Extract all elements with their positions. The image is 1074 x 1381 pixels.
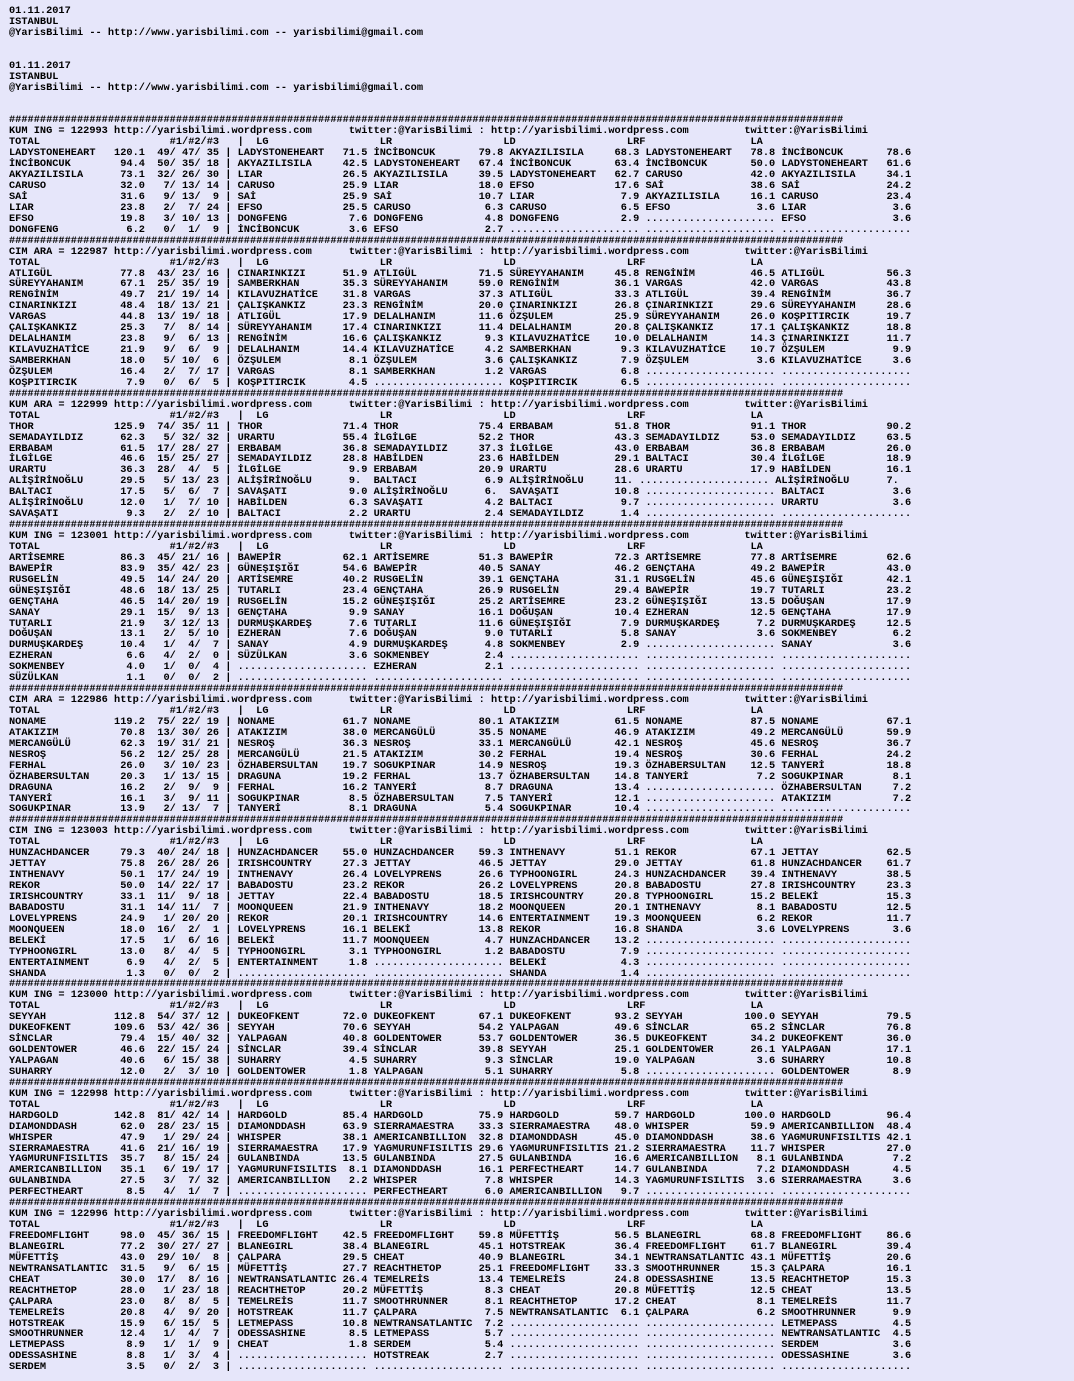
report-line: TOTAL #1/#2/#3 | LG LR LD LRF LA	[9, 836, 763, 849]
report-line: SMOOTHRUNNER 12.4 1/ 4/ 7 | ODESSASHINE 8.5 LETMEPASS 5.7 ..................... ..................... NEWTRANSATLANTIC 4.5	[9, 1328, 912, 1341]
header-line: @YarisBilimi -- http://www.yarisbilimi.com -- yarisbilimi@gmail.com	[9, 81, 424, 94]
report-line: ENTERTAINMENT 6.9 4/ 2/ 5 | ENTERTAINMENT 1.8 ..................... BELEKİ 4.3 ..................... .....................	[9, 956, 912, 969]
race-section	[9, 815, 1074, 979]
report-line: KUM ING = 122998 http://yarisbilimi.wordpress.com twitter:@YarisBilimi : http://yarisbilimi.wordpress.com twitter:@YarisBilimi	[9, 1087, 868, 1100]
report-line: İNCİBONCUK 94.4 50/ 35/ 18 | AKYAZILISILA 42.5 LADYSTONEHEART 67.4 İNCİBONCUK 63.4 İNCİBONCUK 50.0 LADYSTONEHEART 61.6	[9, 158, 912, 171]
report-line: DONGFENG 6.2 0/ 1/ 9 | İNCİBONCUK 3.6 EFSO 2.7 ..................... ..................... .....................	[9, 223, 912, 236]
report-line: #######################################################################################################################################	[9, 387, 844, 400]
report-line: TYPHOONGIRL 13.0 8/ 4/ 5 | TYPHOONGIRL 3.1 TYPHOONGIRL 1.2 BABADOSTU 7.9 ..................... .....................	[9, 945, 912, 958]
report-line: JETTAY 75.8 26/ 28/ 26 | IRISHCOUNTRY 27.3 JETTAY 46.5 JETTAY 29.0 JETTAY 61.8 HUNZACHDANCER 61.7	[9, 858, 912, 871]
report-line: NONAME 119.2 75/ 22/ 19 | NONAME 61.7 NONAME 80.1 ATAKIZIM 61.5 NONAME 87.5 NONAME 67.1	[9, 715, 912, 728]
report-line: DOĞUŞAN 13.1 2/ 5/ 10 | EZHERAN 7.6 DOĞUŞAN 9.0 TUTARLI 5.8 SANAY 3.6 SOKMENBEY 6.2	[9, 628, 912, 641]
report-line: PERFECTHEART 8.5 4/ 1/ 7 | ..................... PERFECTHEART 6.0 AMERICANBILLION 9.7 ..................... .....................	[9, 1186, 912, 1199]
report-line: SIERRAMAESTRA 41.6 21/ 16/ 19 | SIERRAMAESTRA 17.9 YAGMURUNFISILTIS 29.6 YAGMURUNFISILTIS 21.2 SIERRAMAESTRA 11.7 WHISPER 27.0	[9, 1142, 912, 1155]
report-line: HUNZACHDANCER 79.3 40/ 24/ 18 | HUNZACHDANCER 55.0 HUNZACHDANCER 59.3 INTHENAVY 51.1 REKOR 67.1 JETTAY 62.5	[9, 847, 912, 860]
header-line: 01.11.2017	[9, 59, 71, 72]
report-line: YALPAGAN 40.6 6/ 15/ 38 | SUHARRY 4.5 SUHARRY 9.3 SİNCLAR 19.0 YALPAGAN 3.6 SUHARRY 10.8	[9, 1055, 912, 1067]
report-line: DIAMONDDASH 62.0 28/ 23/ 15 | DIAMONDDASH 63.9 SIERRAMAESTRA 33.3 SIERRAMAESTRA 48.0 WHISPER 59.9 AMERICANBILLION 48.4	[9, 1120, 912, 1133]
report-line: #######################################################################################################################################	[9, 683, 844, 696]
header-line: @YarisBilimi -- http://www.yarisbilimi.com -- yarisbilimi@gmail.com	[9, 26, 424, 39]
report-line: DELALHANIM 23.8 9/ 6/ 13 | RENGİNİM 16.6 ÇALIŞKANKIZ 9.3 KILAVUZHATİCE 10.0 DELALHANIM 14.3 ÇINARINKIZI 11.7	[9, 333, 912, 346]
report-line: #######################################################################################################################################	[9, 814, 844, 827]
header-line: ISTANBUL	[9, 70, 59, 83]
report-line: ÇALIŞKANKIZ 25.3 7/ 8/ 14 | SÜREYYAHANIM 17.4 CINARINKIZI 11.4 DELALHANIM 20.8 ÇALIŞKANKIZ 17.1 ÇALIŞKANKIZ 18.8	[9, 322, 912, 335]
report-line: SAVAŞATI 9.3 2/ 2/ 10 | BALTACI 2.2 URARTU 2.4 SEMADAYILDIZ 1.4 ..................... .....................	[9, 508, 912, 521]
report-line: SEMADAYILDIZ 62.3 5/ 32/ 32 | URARTU 55.4 İLGİLGE 52.2 THOR 43.3 SEMADAYILDIZ 53.0 SEMADAYILDIZ 63.5	[9, 431, 912, 444]
report-line: IRISHCOUNTRY 33.1 11/ 9/ 18 | JETTAY 22.4 BABADOSTU 18.5 IRISHCOUNTRY 20.8 TYPHOONGIRL 15.2 BELEKİ 15.3	[9, 890, 912, 903]
report-line: RENGİNİM 49.7 21/ 19/ 14 | KILAVUZHATİCE 31.8 VARGAS 37.3 ATLIGÜL 33.3 ATLIGÜL 39.4 RENGİNİM 36.7	[9, 289, 912, 302]
report-line: TEMELREİS 20.8 4/ 9/ 20 | HOTSTREAK 11.7 ÇALPARA 7.5 NEWTRANSATLANTIC 6.1 ÇALPARA 6.2 SMOOTHRUNNER 9.9	[9, 1306, 912, 1319]
report-line: DURMUŞKARDEŞ 10.4 1/ 4/ 7 | SANAY 4.9 DURMUŞKARDEŞ 4.8 SOKMENBEY 2.9 ..................... SANAY 3.6	[9, 639, 912, 652]
report-line: BLANEGIRL 77.2 30/ 27/ 27 | BLANEGIRL 38.4 BLANEGIRL 45.1 HOTSTREAK 36.4 FREEDOMFLIGHT 61.7 BLANEGIRL 39.4	[9, 1240, 912, 1253]
report-line: BELEKİ 17.5 1/ 6/ 16 | BELEKİ 11.7 MOONQUEEN 4.7 HUNZACHDANCER 13.2 ..................... .....................	[9, 934, 912, 947]
header-block	[9, 61, 1074, 94]
report-line: SHANDA 1.3 0/ 0/ 2 | ..................... ..................... SHANDA 1.4 ..................... .....................	[9, 967, 912, 980]
report-line: ÖZHABERSULTAN 20.3 1/ 13/ 15 | DRAGUNA 19.2 FERHAL 13.7 ÖZHABERSULTAN 14.8 TANYERİ 7.2 SOGUKPINAR 8.1	[9, 770, 912, 783]
report-line: ODESSASHINE 8.8 1/ 3/ 4 | ..................... HOTSTREAK 2.7 ..................... ..................... ODESSASHINE 3.6	[9, 1350, 912, 1363]
report-line: TOTAL #1/#2/#3 | LG LR LD LRF LA	[9, 1098, 763, 1111]
report-line: HARDGOLD 142.8 81/ 42/ 14 | HARDGOLD 85.4 HARDGOLD 75.9 HARDGOLD 59.7 HARDGOLD 100.0 HARDGOLD 96.4	[9, 1109, 912, 1122]
report-line: GULANBINDA 27.5 3/ 7/ 32 | AMERICANBILLION 2.2 WHISPER 7.8 WHISPER 14.3 YAGMURUNFISILTIS 3.6 SIERRAMAESTRA 3.6	[9, 1175, 912, 1188]
report-line: #######################################################################################################################################	[9, 978, 844, 991]
report-line: TOTAL #1/#2/#3 | LG LR LD LRF LA	[9, 136, 763, 149]
report-line: ALİŞİRİNOĞLU 29.5 5/ 13/ 23 | ALİŞİRİNOĞLU 9. BALTACI 6.9 ALİŞİRİNOĞLU 11. ..................... ALİŞİRİNOĞLU 7.	[9, 475, 899, 488]
report-line: SOGUKPINAR 13.9 2/ 13/ 7 | TANYERİ 8.1 DRAGUNA 5.4 SOGUKPINAR 10.4 ..................... .....................	[9, 803, 912, 816]
report-line: GENÇTAHA 46.5 14/ 20/ 19 | RUSGELİN 15.2 GÜNEŞIŞIĞI 25.2 ARTİSEMRE 23.2 GÜNEŞIŞIĞI 13.5 DOĞUŞAN 17.9	[9, 595, 912, 608]
report-line: REKOR 50.0 14/ 22/ 17 | BABADOSTU 23.2 REKOR 26.2 LOVELYPRENS 20.8 BABADOSTU 27.8 IRISHCOUNTRY 23.3	[9, 880, 912, 892]
report-line: SANAY 29.1 15/ 9/ 13 | GENÇTAHA 9.9 SANAY 16.1 DOĞUŞAN 10.4 EZHERAN 12.5 GENÇTAHA 17.9	[9, 606, 912, 619]
report-line: SİNCLAR 79.4 15/ 40/ 32 | YALPAGAN 40.8 GOLDENTOWER 53.7 GOLDENTOWER 36.5 DUKEOFKENT 34.2 DUKEOFKENT 36.0	[9, 1033, 912, 1046]
report-line: #######################################################################################################################################	[9, 519, 844, 532]
report-line: TUTARLI 21.9 3/ 12/ 13 | DURMUŞKARDEŞ 7.6 TUTARLI 11.6 GÜNEŞIŞIĞI 7.9 DURMUŞKARDEŞ 7.2 DURMUŞKARDEŞ 12.5	[9, 617, 912, 630]
report-line: TOTAL #1/#2/#3 | LG LR LD LRF LA	[9, 1219, 763, 1232]
report-line: MÜFETTİŞ 43.0 29/ 10/ 8 | ÇALPARA 29.5 CHEAT 40.9 BLANEGIRL 34.1 NEWTRANSATLANTIC 43.1 MÜFETTİŞ 20.6	[9, 1251, 912, 1264]
report-line: KUM ING = 122996 http://yarisbilimi.wordpress.com twitter:@YarisBilimi : http://yarisbilimi.wordpress.com twitter:@YarisBilimi	[9, 1208, 868, 1221]
report-line: TANYERİ 16.1 3/ 9/ 11 | SOGUKPINAR 8.5 ÖZHABERSULTAN 7.5 TANYERİ 12.1 ..................... ATAKIZIM 7.2	[9, 792, 912, 805]
report-line: THOR 125.9 74/ 35/ 11 | THOR 71.4 THOR 75.4 ERBABAM 51.8 THOR 91.1 THOR 90.2	[9, 420, 912, 433]
report-line: SEYYAH 112.8 54/ 37/ 12 | DUKEOFKENT 72.0 DUKEOFKENT 67.1 DUKEOFKENT 93.2 SEYYAH 100.0 SEYYAH 79.5	[9, 1011, 912, 1024]
report-line: CINARINKIZI 48.4 18/ 13/ 21 | ÇALIŞKANKIZ 23.3 RENGİNİM 20.0 ÇINARINKIZI 26.8 ÇINARINKIZI 29.6 SÜREYYAHANIM 28.6	[9, 300, 912, 313]
report-line: SAİ 31.6 9/ 13/ 9 | SAİ 25.9 SAİ 10.7 LIAR 7.9 AKYAZILISILA 16.1 CARUSO 23.4	[9, 190, 912, 203]
report-line: FERHAL 26.0 3/ 10/ 23 | ÖZHABERSULTAN 19.7 SOGUKPINAR 14.9 NESROŞ 19.3 ÖZHABERSULTAN 12.5 TANYERİ 18.8	[9, 759, 912, 772]
report-line: SUHARRY 12.0 2/ 3/ 10 | GOLDENTOWER 1.8 YALPAGAN 5.1 SUHARRY 5.8 ..................... GOLDENTOWER 8.9	[9, 1065, 912, 1078]
race-section	[9, 1198, 1074, 1373]
report-line: KUM ARA = 122999 http://yarisbilimi.wordpress.com twitter:@YarisBilimi : http://yarisbilimi.wordpress.com twitter:@YarisBilimi	[9, 398, 868, 411]
race-section	[9, 115, 1074, 235]
report-line: ARTİSEMRE 86.3 45/ 21/ 16 | BAWEPİR 62.1 ARTİSEMRE 51.3 BAWEPİR 72.3 ARTİSEMRE 77.8 ARTİSEMRE 62.6	[9, 551, 912, 564]
report-line: TOTAL #1/#2/#3 | LG LR LD LRF LA	[9, 1000, 763, 1013]
report-line: KUM ING = 123001 http://yarisbilimi.wordpress.com twitter:@YarisBilimi : http://yarisbilimi.wordpress.com twitter:@YarisBilimi	[9, 530, 868, 542]
report-line: HOTSTREAK 15.9 6/ 15/ 5 | LETMEPASS 10.8 NEWTRANSATLANTIC 7.2 ..................... ..................... LETMEPASS 4.5	[9, 1317, 912, 1330]
race-section	[9, 236, 1074, 389]
report-line: TOTAL #1/#2/#3 | LG LR LD LRF LA	[9, 705, 763, 717]
report-line: GOLDENTOWER 46.6 22/ 15/ 24 | SİNCLAR 39.4 SİNCLAR 39.8 SEYYAH 25.1 GOLDENTOWER 26.1 YALPAGAN 17.1	[9, 1044, 912, 1057]
report-line: FREEDOMFLIGHT 98.0 45/ 36/ 15 | FREEDOMFLIGHT 42.5 FREEDOMFLIGHT 59.8 MÜFETTİŞ 56.5 BLANEGIRL 68.8 FREEDOMFLIGHT 86.6	[9, 1230, 912, 1242]
report-line: SAMBERKHAN 18.0 5/ 10/ 6 | ÖZŞULEM 8.1 ÖZŞULEM 3.6 ÇALIŞKANKIZ 7.9 ÖZŞULEM 3.6 KILAVUZHATİCE 3.6	[9, 355, 912, 367]
report-line: URARTU 36.3 28/ 4/ 5 | İLGİLGE 9.9 ERBABAM 20.9 URARTU 28.6 URARTU 17.9 HABİLDEN 16.1	[9, 464, 912, 477]
report-line: GÜNEŞIŞIĞI 48.6 18/ 13/ 25 | TUTARLI 23.4 GENÇTAHA 26.9 RUSGELİN 29.4 BAWEPİR 19.7 TUTARLI 23.2	[9, 584, 912, 597]
report-line: SÜREYYAHANIM 67.1 25/ 35/ 19 | SAMBERKHAN 35.3 SÜREYYAHANIM 59.0 RENGİNİM 36.1 VARGAS 42.0 VARGAS 43.8	[9, 278, 912, 291]
report-line: TOTAL #1/#2/#3 | LG LR LD LRF LA	[9, 540, 763, 553]
report-line: DRAGUNA 16.2 2/ 9/ 9 | FERHAL 16.2 TANYERİ 8.7 DRAGUNA 13.4 ..................... ÖZHABERSULTAN 7.2	[9, 781, 912, 794]
report-line: KUM ING = 122993 http://yarisbilimi.wordpress.com twitter:@YarisBilimi : http://yarisbilimi.wordpress.com twitter:@YarisBilimi	[9, 125, 868, 138]
report-line: KOŞPITIRCIK 7.9 0/ 6/ 5 | KOŞPITIRCIK 4.5 ..................... KOŞPITIRCIK 6.5 ..................... .....................	[9, 376, 912, 389]
report-line: RUSGELİN 49.5 14/ 24/ 20 | ARTİSEMRE 40.2 RUSGELİN 39.1 GENÇTAHA 31.1 RUSGELİN 45.6 GÜNEŞIŞIĞI 42.1	[9, 573, 912, 586]
report-line: ATLIGÜL 77.8 43/ 23/ 16 | CINARINKIZI 51.9 ATLIGÜL 71.5 SÜREYYAHANIM 45.8 RENGİNİM 46.5 ATLIGÜL 56.3	[9, 267, 912, 280]
report-line: TOTAL #1/#2/#3 | LG LR LD LRF LA	[9, 256, 763, 269]
report-line: LIAR 23.8 2/ 7/ 24 | EFSO 25.5 CARUSO 6.3 CARUSO 6.5 EFSO 3.6 LIAR 3.6	[9, 201, 912, 214]
report-line: ÖZŞULEM 16.4 2/ 7/ 17 | VARGAS 8.1 SAMBERKHAN 1.2 VARGAS 6.8 ..................... .....................	[9, 365, 912, 378]
report-line: MOONQUEEN 18.0 16/ 2/ 1 | LOVELYPRENS 16.1 BELEKİ 13.8 REKOR 16.8 SHANDA 3.6 LOVELYPRENS 3.6	[9, 923, 912, 936]
report-line: BALTACI 17.5 5/ 6/ 7 | SAVAŞATI 9.0 ALİŞİRİNOĞLU 6. SAVAŞATI 10.8 ..................... BALTACI 3.6	[9, 486, 912, 499]
report-line: #######################################################################################################################################	[9, 1197, 844, 1210]
report-line: CIM ARA = 122986 http://yarisbilimi.wordpress.com twitter:@YarisBilimi : http://yarisbilimi.wordpress.com twitter:@YarisBilimi	[9, 694, 868, 707]
race-section	[9, 979, 1074, 1077]
report-line: SÜZÜLKAN 1.1 0/ 0/ 2 | ..................... ..................... ..................... ..................... .....................	[9, 672, 912, 685]
report-line: DUKEOFKENT 109.6 53/ 42/ 36 | SEYYAH 70.6 SEYYAH 54.2 YALPAGAN 49.6 SİNCLAR 65.2 SİNCLAR 76.8	[9, 1022, 912, 1035]
report-line: NEWTRANSATLANTIC 31.5 9/ 6/ 15 | MÜFETTİŞ 27.7 REACHTHETOP 25.1 FREEDOMFLIGHT 33.3 SMOOTHRUNNER 15.3 ÇALPARA 16.1	[9, 1262, 912, 1275]
report-line: KUM ING = 123000 http://yarisbilimi.wordpress.com twitter:@YarisBilimi : http://yarisbilimi.wordpress.com twitter:@YarisBilimi	[9, 989, 868, 1002]
race-section	[9, 389, 1074, 520]
report-line: İLGİLGE 46.6 15/ 25/ 27 | SEMADAYILDIZ 28.8 HABİLDEN 23.6 HABİLDEN 29.1 BALTACI 30.4 İLGİLGE 18.9	[9, 453, 912, 466]
report-line: LETMEPASS 8.9 1/ 1/ 9 | CHEAT 1.8 SERDEM 5.4 ..................... ..................... SERDEM 3.6	[9, 1339, 912, 1352]
report-line: LADYSTONEHEART 120.1 49/ 47/ 35 | LADYSTONEHEART 71.5 İNCİBONCUK 79.8 AKYAZILISILA 68.3 LADYSTONEHEART 78.8 İNCİBONCUK 78.6	[9, 147, 912, 160]
report-line: AKYAZILISILA 73.1 32/ 26/ 30 | LIAR 26.5 AKYAZILISILA 39.5 LADYSTONEHEART 62.7 CARUSO 42.0 AKYAZILISILA 34.1	[9, 169, 912, 182]
header-line: 01.11.2017	[9, 5, 71, 17]
report-line: NESROŞ 56.2 12/ 25/ 28 | MERCANGÜLÜ 21.5 ATAKIZIM 30.2 FERHAL 19.4 NESROŞ 30.6 FERHAL 24.2	[9, 748, 912, 761]
report-line: ÇALPARA 23.0 8/ 8/ 5 | TEMELREİS 11.7 SMOOTHRUNNER 8.1 REACHTHETOP 17.2 CHEAT 8.1 TEMELREİS 11.7	[9, 1295, 912, 1308]
race-section	[9, 684, 1074, 815]
report-line: CIM ING = 123003 http://yarisbilimi.wordpress.com twitter:@YarisBilimi : http://yarisbilimi.wordpress.com twitter:@YarisBilimi	[9, 825, 868, 838]
report-line: ATAKIZIM 70.8 13/ 30/ 26 | ATAKIZIM 38.0 MERCANGÜLÜ 35.5 NONAME 46.9 ATAKIZIM 49.2 MERCANGÜLÜ 59.9	[9, 726, 912, 739]
report-line: ALİŞİRİNOĞLU 12.0 1/ 7/ 10 | HABİLDEN 6.3 SAVAŞATI 4.2 BALTACI 9.7 ..................... URARTU 3.6	[9, 497, 912, 510]
report-line: EFSO 19.8 3/ 10/ 13 | DONGFENG 7.6 DONGFENG 4.8 DONGFENG 2.9 ..................... EFSO 3.6	[9, 212, 912, 225]
race-section	[9, 1078, 1074, 1198]
report-line: TOTAL #1/#2/#3 | LG LR LD LRF LA	[9, 409, 763, 422]
report-line: AMERICANBILLION 35.1 6/ 19/ 17 | YAGMURUNFISILTIS 8.1 DIAMONDDASH 16.1 PERFECTHEART 14.7 GULANBINDA 7.2 DIAMONDDASH 4.5	[9, 1164, 912, 1177]
blank-line	[9, 39, 1074, 50]
report-line: REACHTHETOP 28.0 1/ 23/ 18 | REACHTHETOP 20.2 MÜFETTİŞ 8.3 CHEAT 20.8 MÜFETTİŞ 12.5 CHEAT 13.5	[9, 1284, 912, 1297]
report-line: BAWEPİR 83.9 35/ 42/ 23 | GÜNEŞIŞIĞI 54.6 BAWEPİR 40.5 SANAY 46.2 GENÇTAHA 49.2 BAWEPİR 43.0	[9, 562, 912, 575]
report-line: VARGAS 44.8 13/ 19/ 18 | ATLIGÜL 17.9 DELALHANIM 11.6 ÖZŞULEM 25.9 SÜREYYAHANIM 26.0 KOŞPITIRCIK 19.7	[9, 311, 912, 324]
report-line: CHEAT 30.0 17/ 8/ 16 | NEWTRANSATLANTIC 26.4 TEMELREİS 13.4 TEMELREİS 24.8 ODESSASHINE 13.5 REACHTHETOP 15.3	[9, 1273, 912, 1286]
report-line: EZHERAN 6.6 4/ 2/ 0 | SÜZÜLKAN 3.6 SOKMENBEY 2.4 ..................... ..................... .....................	[9, 650, 912, 663]
report-line: CARUSO 32.0 7/ 13/ 14 | CARUSO 25.9 LIAR 18.0 EFSO 17.6 SAİ 38.6 SAİ 24.2	[9, 180, 912, 192]
report-line: INTHENAVY 50.1 17/ 24/ 19 | INTHENAVY 26.4 LOVELYPRENS 26.6 TYPHOONGIRL 24.3 HUNZACHDANCER 39.4 INTHENAVY 38.5	[9, 869, 912, 882]
report-line: YAGMURUNFISILTIS 35.7 8/ 15/ 24 | GULANBINDA 13.5 GULANBINDA 27.5 GULANBINDA 16.6 AMERICANBILLION 8.1 GULANBINDA 7.2	[9, 1153, 912, 1166]
report-line: CIM ARA = 122987 http://yarisbilimi.wordpress.com twitter:@YarisBilimi : http://yarisbilimi.wordpress.com twitter:@YarisBilimi	[9, 245, 868, 258]
blank-line	[9, 94, 1074, 105]
report-line: ERBABAM 61.5 17/ 28/ 27 | ERBABAM 36.8 SEMADAYILDIZ 37.3 İLGİLGE 43.0 ERBABAM 36.8 ERBABAM 26.0	[9, 442, 912, 455]
report-line: LOVELYPRENS 24.9 1/ 20/ 20 | REKOR 20.1 IRISHCOUNTRY 14.6 ENTERTAINMENT 19.3 MOONQUEEN 6.2 REKOR 11.7	[9, 912, 912, 925]
report-line: BABADOSTU 31.1 14/ 11/ 7 | MOONQUEEN 21.9 INTHENAVY 18.2 MOONQUEEN 20.1 INTHENAVY 8.1 BABADOSTU 12.5	[9, 901, 912, 914]
report-line: KILAVUZHATİCE 21.9 9/ 6/ 9 | DELALHANIM 14.4 KILAVUZHATİCE 4.2 SAMBERKHAN 9.3 KILAVUZHATİCE 10.7 ÖZŞULEM 9.9	[9, 344, 912, 357]
report-line: SERDEM 3.5 0/ 2/ 3 | ..................... ..................... ..................... ..................... .....................	[9, 1361, 912, 1374]
report-line: SOKMENBEY 4.0 1/ 0/ 4 | ..................... EZHERAN 2.1 ..................... ..................... .....................	[9, 661, 912, 674]
report-line: #######################################################################################################################################	[9, 1076, 844, 1089]
header-block	[9, 6, 1074, 39]
report-line: MERCANGÜLÜ 62.3 19/ 31/ 21 | NESROŞ 36.3 NESROŞ 33.1 MERCANGÜLÜ 42.1 NESROŞ 45.6 NESROŞ 36.7	[9, 737, 912, 750]
report-line: WHISPER 47.9 1/ 29/ 24 | WHISPER 38.1 AMERICANBILLION 32.8 DIAMONDDASH 45.0 DIAMONDDASH 38.6 YAGMURUNFISILTIS 42.1	[9, 1131, 912, 1144]
blank-line	[9, 50, 1074, 61]
race-section	[9, 520, 1074, 684]
report-line: #######################################################################################################################################	[9, 234, 844, 247]
report-line: #######################################################################################################################################	[9, 114, 844, 127]
header-line: ISTANBUL	[9, 15, 59, 28]
